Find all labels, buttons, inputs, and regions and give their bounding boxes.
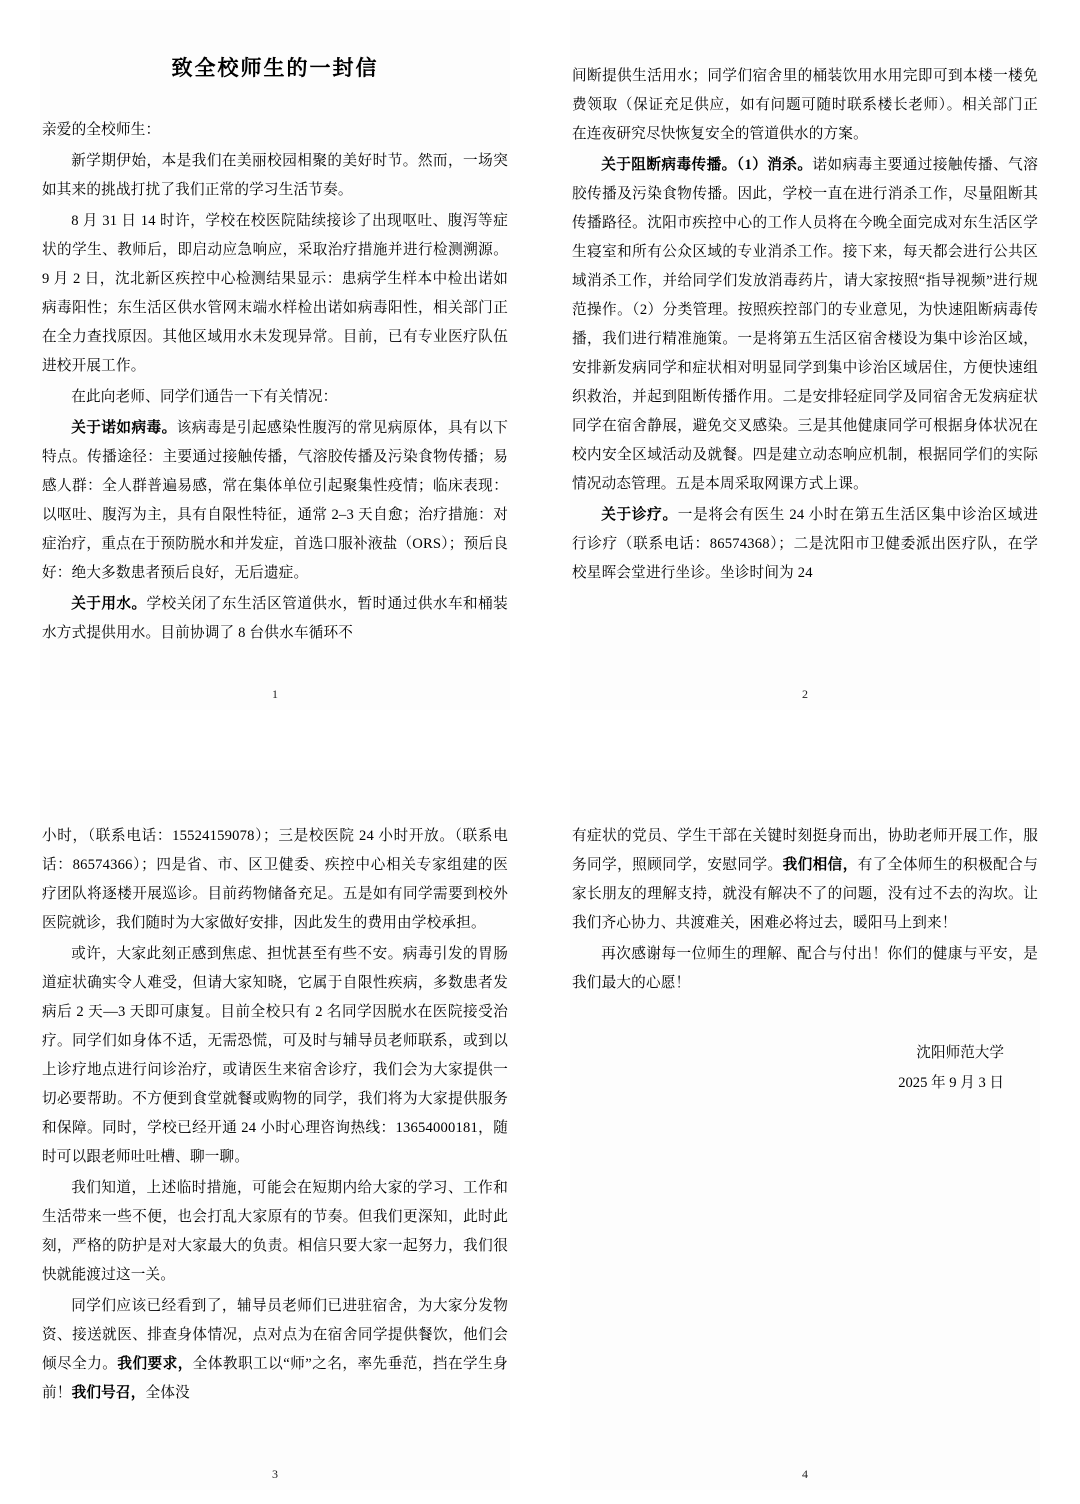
paragraph-water [42, 590, 508, 648]
paragraph-lead: 关于阻断病毒传播。（1）消杀。 [601, 157, 813, 173]
paragraph-transmission [572, 151, 1038, 499]
page-1-body [40, 116, 510, 648]
paragraph-tail-text-2: 全体没 [145, 1385, 190, 1401]
page-number: 2 [802, 687, 808, 701]
paragraph-requirements [42, 1292, 508, 1408]
paragraph-tail-text: 全体教职工以“师”之名，率先垂范，挡在学生身前！ [42, 1356, 508, 1401]
paragraph-belief [572, 822, 1038, 938]
paragraph-norovirus [42, 414, 508, 588]
paragraph-text: 该病毒是引起感染性腹泻的常见病原体，具有以下特点。传播途径：主要通过接触传播，气溶胶传播及污染食物传播；易感人群：全人群普遍易感，常在集体单位引起聚集性疫情；临床表现：以呕吐、腹泻为主，具有自限性特征，通常 2–3 天自愈；治疗措施：对症治疗，重点在于预防脱水和并发症，首选口服补液盐（ORS）；预后良好：绝大多数患者预后良好，无后遗症。 [42, 420, 509, 581]
paragraph: 小时，（联系电话：15524159078）；三是校医院 24 小时开放。（联系电话：86574366）；四是省、市、区卫健委、疾控中心相关专家组建的医疗团队将逐楼开展巡诊。目前药物储备充足。五是如有同学需要到校外医院就诊，我们随时为大家做好安排，因此发生的费用由学校承担。 [42, 828, 508, 931]
page-4-body [570, 822, 1040, 1098]
paragraph: 在此向老师、同学们通告一下有关情况： [71, 389, 338, 405]
paragraph-text: 同学们应该已经看到了，辅导员老师们已进驻宿舍，为大家分发物资、接送就医、排查身体情况，点对点为在宿舍同学提供餐饮，他们会倾尽全力。 [42, 1298, 508, 1372]
paragraph-thanks: 再次感谢每一位师生的理解、配合与付出！你们的健康与平安，是我们最大的心愿！ [572, 946, 1038, 991]
paragraph-text: 学校关闭了东生活区管道供水，暂时通过供水车和桶装水方式提供用水。目前协调了 8 台供水车循环不 [42, 596, 508, 641]
paragraph-tail-text: 有了全体师生的积极配合与家长朋友的理解支持，就没有解决不了的问题，没有过不去的沟坎。让我们齐心协力、共渡难关，困难必将过去，暖阳马上到来！ [572, 857, 1038, 931]
signature-date: 2025 年 9 月 3 日 [898, 1075, 1004, 1091]
document-page-4 [570, 770, 1040, 1490]
page-number: 4 [802, 1467, 808, 1481]
paragraph-treatment [572, 501, 1038, 588]
salutation: 亲爱的全校师生： [42, 122, 161, 138]
document-page-2 [570, 10, 1040, 710]
paragraph: 间断提供生活用水；同学们宿舍里的桶装饮用水用完即可到本楼一楼免费领取（保证充足供应，如有问题可随时联系楼长老师）。相关部门正在连夜研究尽快恢复安全的管道供水的方案。 [572, 68, 1038, 142]
paragraph-lead: 关于用水。 [71, 596, 147, 612]
paragraph-text: 诺如病毒主要通过接触传播、气溶胶传播及污染食物传播。因此，学校一直在进行消杀工作，尽量阻断其传播路径。沈阳市疾控中心的工作人员将在今晚全面完成对东生活区学生寝室和所有公众区域的专业消杀工作。接下来，每天都会进行公共区域消杀工作，并给同学们发放消毒药片，请大家按照“指导视频”进行规范操作。（2）分类管理。按照疾控部门的专业意见，为快速阻断病毒传播，我们进行精准施策。一是将第五生活区宿舍楼设为集中诊治区域，安排新发病同学和症状相对明显同学到集中诊治区域居住，方便快速组织救治，并起到阻断传播作用。二是安排轻症同学及同宿舍无发病症状同学在宿舍静展，避免交叉感染。三是其他健康同学可根据身体状况在校内安全区域活动及就餐。四是建立动态响应机制，根据同学们的实际情况动态管理。五是本周采取网课方式上课。 [572, 157, 1038, 492]
paragraph: 我们知道，上述临时措施，可能会在短期内给大家的学习、工作和生活带来一些不便，也会打乱大家原有的节奏。但我们更深知，此时此刻，严格的防护是对大家最大的负责。相信只要大家一起努力，我们很快就能渡过这一关。 [42, 1180, 508, 1283]
paragraph-bold-lead: 我们要求， [117, 1356, 193, 1372]
page-title: 致全校师生的一封信 [171, 56, 379, 80]
paragraph-lead: 关于诺如病毒。 [71, 420, 177, 436]
paragraph-bold-lead: 我们相信， [782, 857, 858, 873]
signature-org: 沈阳师范大学 [916, 1045, 1004, 1061]
document-page-3 [40, 770, 510, 1490]
page-number: 1 [272, 687, 278, 701]
paragraph: 8 月 31 日 14 时许，学校在校医院陆续接诊了出现呕吐、腹泻等症状的学生、教师后，即启动应急响应，采取治疗措施并进行检测溯源。9 月 2 日，沈北新区疾控中心检测结果显示：患病学生样本中检出诺如病毒阳性；东生活区供水管网末端水样检出诺如病毒阳性，相关部门正在全力查找原因。其他区域用水未发现异常。目前，已有专业医疗队伍进校开展工作。 [42, 213, 508, 374]
page-3-body [40, 822, 510, 1408]
page-2-body [570, 62, 1040, 588]
paragraph-lead: 关于诊疗。 [601, 507, 678, 523]
document-page-1 [40, 10, 510, 710]
signature-block [572, 1038, 1038, 1098]
paragraph-bold-lead-2: 我们号召， [71, 1385, 146, 1401]
paragraph-text: 一是将会有医生 24 小时在第五生活区集中诊治区域进行诊疗（联系电话：86574368）；二是沈阳市卫健委派出医疗队，在学校星晖会堂进行坐诊。坐诊时间为 24 [572, 507, 1038, 581]
page-number: 3 [272, 1467, 278, 1481]
paragraph-text: 有症状的党员、学生干部在关键时刻挺身而出，协助老师开展工作，服务同学，照顾同学，安慰同学。 [572, 828, 1038, 873]
paragraph: 或许，大家此刻正感到焦虑、担忧甚至有些不安。病毒引发的胃肠道症状确实令人难受，但请大家知晓，它属于自限性疾病，多数患者发病后 2 天—3 天即可康复。目前全校只有 2 名同学因脱水在医院接受治疗。同学们如身体不适，无需恐慌，可及时与辅导员老师联系，或到以上诊疗地点进行问诊治疗，或请医生来宿舍诊疗，我们会为大家提供一切必要帮助。不方便到食堂就餐或购物的同学，我们将为大家提供服务和保障。同时，学校已经开通 24 小时心理咨询热线：13654000181，随时可以跟老师吐吐槽、聊一聊。 [42, 946, 508, 1165]
paragraph: 新学期伊始，本是我们在美丽校园相聚的美好时节。然而，一场突如其来的挑战打扰了我们正常的学习生活节奏。 [42, 153, 508, 198]
